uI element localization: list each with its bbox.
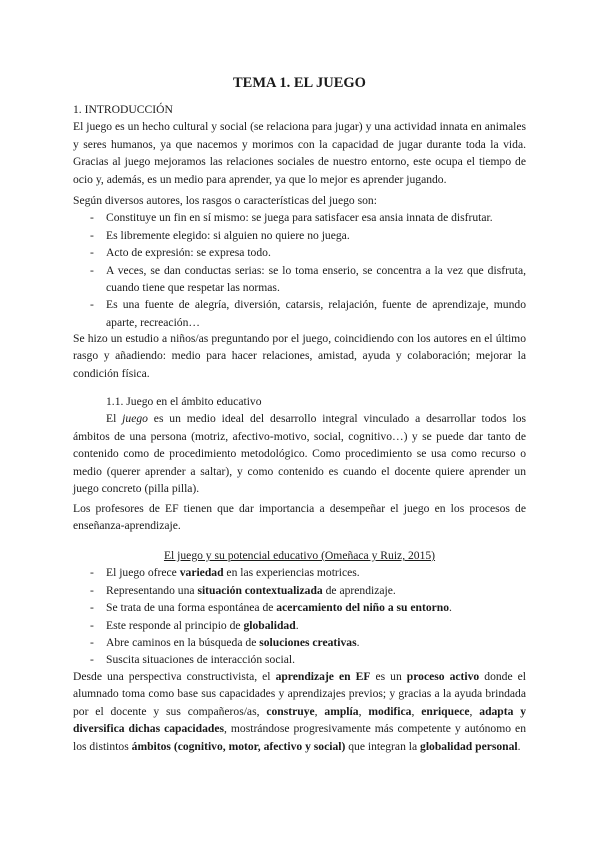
- page-title: TEMA 1. EL JUEGO: [233, 75, 366, 91]
- list-item: - El juego ofrece variedad en las experiencias motrices.: [73, 564, 526, 581]
- section-ambito-educativo: [73, 393, 526, 497]
- list-item: - Se trata de una forma espontánea de acercamiento del niño a su entorno.: [73, 599, 526, 616]
- rasgos-lead: Según diversos autores, los rasgos o características del juego son:: [73, 194, 377, 207]
- rasgos-list: [73, 209, 526, 331]
- list-item: - Constituye un fin en sí mismo: se juega para satisfacer esa ansia innata de disfrutar.: [73, 209, 526, 226]
- list-item: - A veces, se dan conductas serias: se lo toma enserio, se concentra a la vez que disfruta, cuando tiene que respetar las normas.: [73, 262, 526, 297]
- list-item: - Es una fuente de alegría, diversión, catarsis, relajación, fuente de aprendizaje, mundo aparte, recreación…: [73, 296, 526, 331]
- intro-paragraph: El juego es un hecho cultural y social (se relaciona para jugar) y una actividad innata en animales y seres humanos, ya que nacemos y morimos con la capacidad de jugar durante toda la vida. Gracias al juego mejoramos las relaciones sociales de nuestro entorno, este ocupa el tiempo de ocio y, además, es un medio para aprender, ya que lo mejor es aprender jugando.: [73, 120, 526, 186]
- list-item: - Suscita situaciones de interacción social.: [73, 651, 526, 668]
- potencial-heading: El juego y su potencial educativo (Omeñaca y Ruiz, 2015): [163, 549, 436, 562]
- potencial-list: [73, 564, 526, 668]
- list-item: - Abre caminos en la búsqueda de soluciones creativas.: [73, 634, 526, 651]
- list-item: - Representando una situación contextualizada de aprendizaje.: [73, 582, 526, 599]
- list-item: - Este responde al principio de globalidad.: [73, 617, 526, 634]
- list-item: - Es libremente elegido: si alguien no quiere no juega.: [73, 227, 526, 244]
- profesores-paragraph: Los profesores de EF tienen que dar importancia a desempeñar el juego en los procesos de enseñanza-aprendizaje.: [73, 502, 526, 533]
- term-juego: juego: [122, 412, 148, 426]
- section-heading: 1. INTRODUCCIÓN: [73, 103, 173, 116]
- section-introduccion: [73, 101, 526, 188]
- juego-paragraph: El juego es un medio ideal del desarrollo integral vinculado a desarrollar todos los ámbitos de una persona (motriz, afectivo-motivo, social, cognitivo…) y se puede dar tanto de contenido como de procedimiento metodológico. Como procedimiento se usa como recurso o medio (querer aprender a saltar), y como contenido es cuando el docente quiere aprender un juego concreto (pilla pilla).: [73, 412, 527, 496]
- constructivista-paragraph: Desde una perspectiva constructivista, el aprendizaje en EF es un proceso activo donde el alumnado toma como base sus capacidades y aprendizajes previos; y gracias a la ayuda brindada por el docente y sus compañeros/as, construye, amplía, modifica, enriquece, adapta y diversifica dichas capacidades, mostrándose progresivamente más competente y autónomo en los distintos ámbitos (cognitivo, motor, afectivo y social) que integran la globalidad personal.: [73, 670, 527, 753]
- potencial-block: [73, 547, 526, 669]
- rasgos-block: [73, 192, 526, 331]
- estudio-paragraph: Se hizo un estudio a niños/as preguntando por el juego, coincidiendo con los autores en el último rasgo y añadiendo: medio para hacer relaciones, amistad, ayuda y colaboración; mejorar la condición física.: [73, 332, 526, 380]
- list-item: - Acto de expresión: se expresa todo.: [73, 244, 526, 261]
- subsection-heading: 1.1. Juego en el ámbito educativo: [106, 395, 262, 408]
